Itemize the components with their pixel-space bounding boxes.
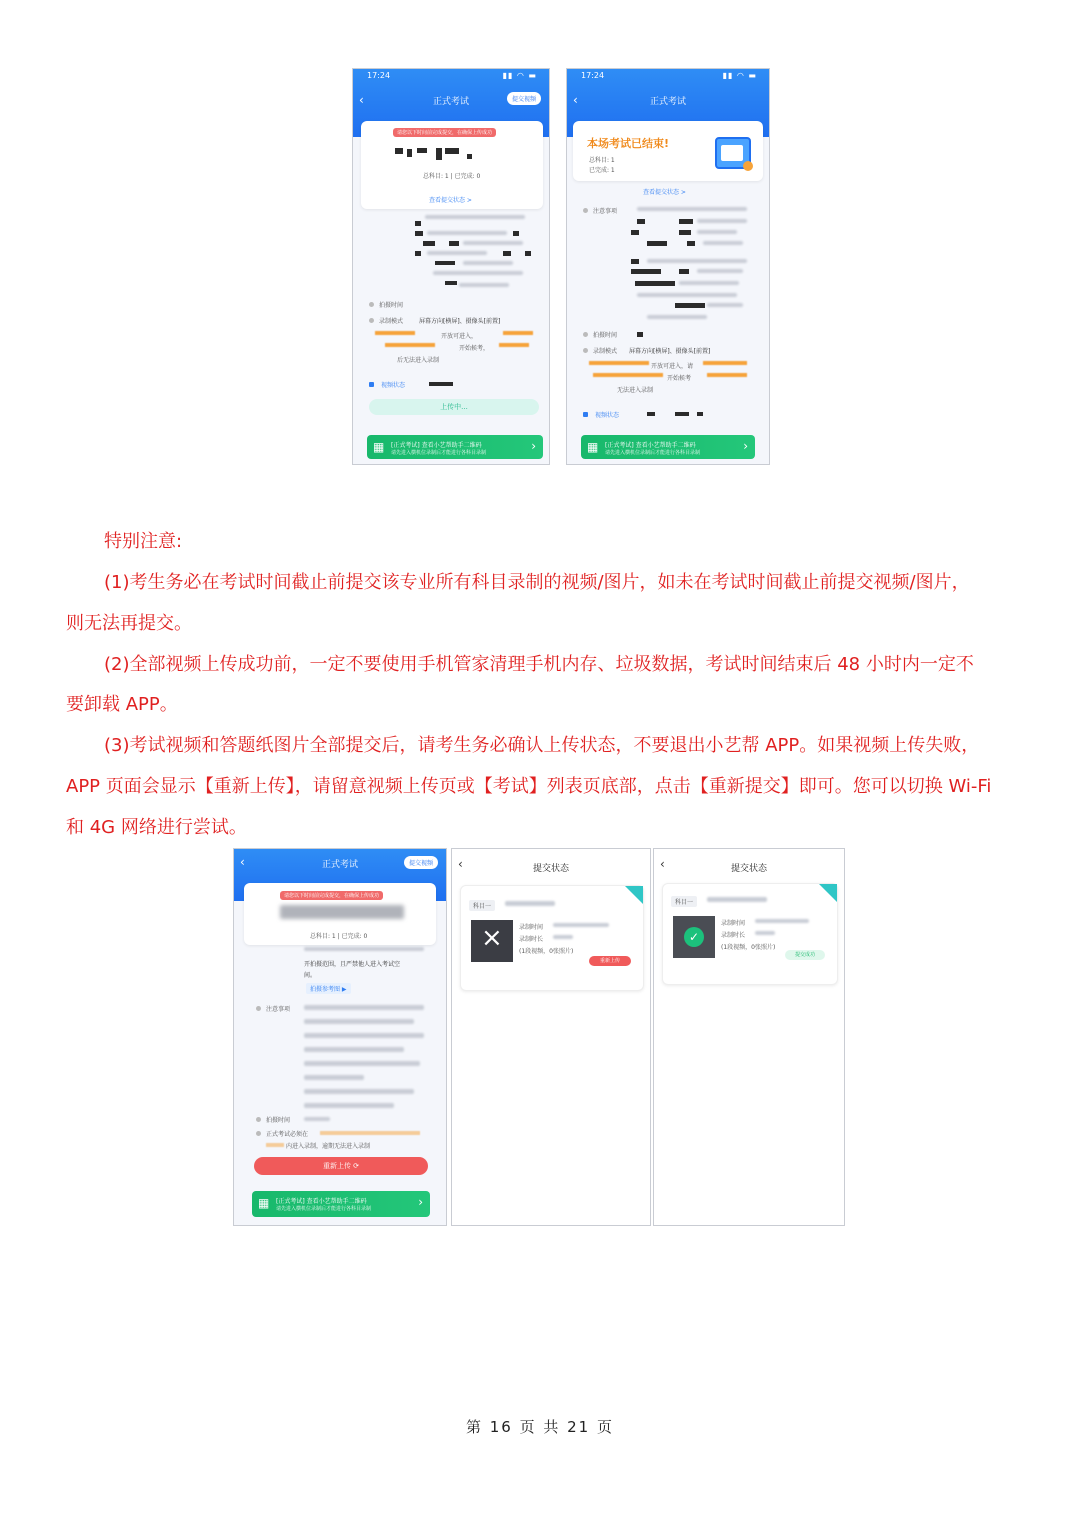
page-title: 提交状态: [532, 864, 569, 874]
exam-card: [244, 883, 436, 945]
shoot-time-label: 拍摄时间: [266, 1117, 291, 1124]
back-icon[interactable]: ‹: [660, 857, 665, 871]
submission-card: [460, 885, 644, 991]
subject-tag: 科目一: [469, 900, 495, 911]
status-icons: ▮▮ ◠ ▬: [502, 71, 537, 80]
done-subjects: 已完成: 1: [589, 167, 615, 174]
enter-text: 开放可进入，请: [651, 363, 694, 370]
chevron-right-icon: ›: [531, 439, 536, 453]
record-mode-label: 录制模式: [593, 348, 618, 355]
page-title: 正式考试: [432, 97, 469, 107]
record-time-label: 录制时间: [519, 924, 544, 931]
back-icon[interactable]: ‹: [359, 93, 364, 107]
qr-code-icon: ▦: [373, 440, 385, 454]
view-submit-status-link[interactable]: 查看提交状态 >: [643, 189, 686, 196]
record-mode-label: 录制模式: [379, 318, 404, 325]
note-1-line-1: (1)考生务必在考试时间截止前提交该专业所有科目录制的视频/图片，如未在考试时间截止前提交视频/图片，: [104, 572, 970, 593]
deadline-tag: 请您以下时间前完成提交，在确保上传成功: [280, 891, 383, 900]
enter-text: 开放可进入，: [441, 333, 478, 340]
submit-video-button[interactable]: 提交视频: [404, 856, 438, 869]
notes-heading: 特别注意:: [104, 531, 183, 552]
screenshot-submit-failed: [451, 848, 651, 1226]
shoot-time-label: 拍摄时间: [379, 302, 404, 309]
submit-video-button[interactable]: 提交视频: [507, 92, 541, 105]
rule-line-1: 开拍摄范围，且严禁他人进入考试空: [304, 961, 401, 968]
status-icons: ▮▮ ◠ ▬: [722, 71, 757, 80]
note-2-line-1: (2)全部视频上传成功前，一定不要使用手机管家清理手机内存、垃圾数据，考试时间结束后 48 小时内一定不: [104, 654, 974, 675]
shoot-time-label: 拍摄时间: [593, 332, 618, 339]
back-icon[interactable]: ‹: [458, 857, 463, 871]
screenshot-reupload: [233, 848, 447, 1226]
video-status-label: 视频状态: [381, 382, 406, 389]
close-icon: ×: [481, 923, 503, 953]
media-count: (1段视频，0张照片): [721, 944, 776, 951]
screenshot-exam-uploading: [352, 68, 550, 465]
submit-success-badge: 提交成功: [785, 950, 825, 960]
qr-code-icon: ▦: [258, 1196, 270, 1210]
exam-counts: 总科目: 1 | 已完成: 0: [423, 173, 481, 180]
calendar-icon: [715, 137, 751, 169]
screenshot-exam-ended: [566, 68, 770, 465]
record-mode-value: 屏幕方向[横屏]、摄像头[前置]: [629, 348, 711, 355]
record-mode-value: 屏幕方向[横屏]、摄像头[前置]: [419, 318, 501, 325]
qr-code-icon: ▦: [587, 440, 599, 454]
back-icon[interactable]: ‹: [573, 93, 578, 107]
record-length-label: 录制时长: [721, 932, 746, 939]
qr-banner[interactable]: ▦ [正式考试] 查看小艺帮助手二维码 请先进入横机位录制后才能进行各科目录制 ›: [581, 435, 755, 459]
page-title: 正式考试: [649, 97, 686, 107]
notice-label: 注意事项: [593, 208, 618, 215]
deadline-tag: 请您以下时间前完成提交，在确保上传成功: [393, 128, 496, 137]
media-count: (1段视频，0张照片): [519, 948, 574, 955]
note-1-line-2: 则无法再提交。: [66, 613, 192, 634]
reupload-button[interactable]: 重新上传 ⟳: [254, 1157, 428, 1175]
total-subjects: 总科目: 1: [589, 157, 615, 164]
back-icon[interactable]: ‹: [240, 855, 245, 869]
chevron-right-icon: ›: [418, 1195, 423, 1209]
reference-image-button[interactable]: 拍摄参考图 ▶: [306, 983, 351, 994]
note-3-line-2: APP 页面会显示【重新上传】，请留意视频上传页或【考试】列表页底部，点击【重新提交】即可。您可以切换 Wi-Fi: [66, 776, 992, 797]
subject-tag: 科目一: [671, 896, 697, 907]
view-submit-status-link[interactable]: 查看提交状态 >: [429, 197, 472, 204]
qr-banner[interactable]: ▦ [正式考试] 查看小艺帮助手二维码 请先进入横机位录制后才能进行各科目录制 ›: [367, 435, 543, 459]
notice-label: 注意事项: [266, 1006, 291, 1013]
failed-thumbnail: [471, 920, 513, 962]
no-enter-text: 后无法进入录制: [397, 357, 440, 364]
status-time: 17:24: [581, 71, 605, 80]
start-text: 开始候考，: [459, 345, 490, 352]
exam-counts: 总科目: 1 | 已完成: 0: [310, 933, 368, 940]
video-status-label: 视频状态: [595, 412, 620, 419]
screenshot-submit-success: [653, 848, 845, 1226]
record-time-label: 录制时间: [721, 920, 746, 927]
check-icon: ✓: [684, 927, 704, 947]
corner-badge: [625, 886, 643, 904]
uploading-button[interactable]: 上传中...: [369, 399, 539, 415]
success-thumbnail: [673, 916, 715, 958]
ended-card: [573, 121, 763, 181]
qr-banner[interactable]: ▦ [正式考试] 查看小艺帮助手二维码 请先进入横机位录制后才能进行各科目录制 ›: [252, 1191, 430, 1217]
no-enter-text: 无法进入录制: [617, 387, 654, 394]
must-before-text: 正式考试必须在: [266, 1131, 309, 1138]
page-title: 正式考试: [321, 860, 358, 870]
rule-line-2: 间。: [304, 972, 317, 979]
record-length-label: 录制时长: [519, 936, 544, 943]
page-title: 提交状态: [730, 864, 767, 874]
note-3-line-1: (3)考试视频和答题纸图片全部提交后，请考生务必确认上传状态，不要退出小艺帮 APP。如果视频上传失败，: [104, 735, 980, 756]
start-text: 开始候考: [667, 375, 692, 382]
page-footer: 第 16 页 共 21 页: [465, 1418, 614, 1436]
corner-badge: [819, 884, 837, 902]
note-2-line-2: 要卸载 APP。: [66, 694, 178, 715]
no-enter-text: 内进入录制，逾期无法进入录制: [286, 1143, 371, 1150]
chevron-right-icon: ›: [743, 439, 748, 453]
exam-ended-title: 本场考试已结束!: [587, 137, 670, 150]
status-time: 17:24: [367, 71, 391, 80]
note-3-line-3: 和 4G 网络进行尝试。: [66, 817, 247, 838]
submission-card: [662, 883, 838, 985]
reupload-button[interactable]: 重新上传: [589, 956, 631, 966]
